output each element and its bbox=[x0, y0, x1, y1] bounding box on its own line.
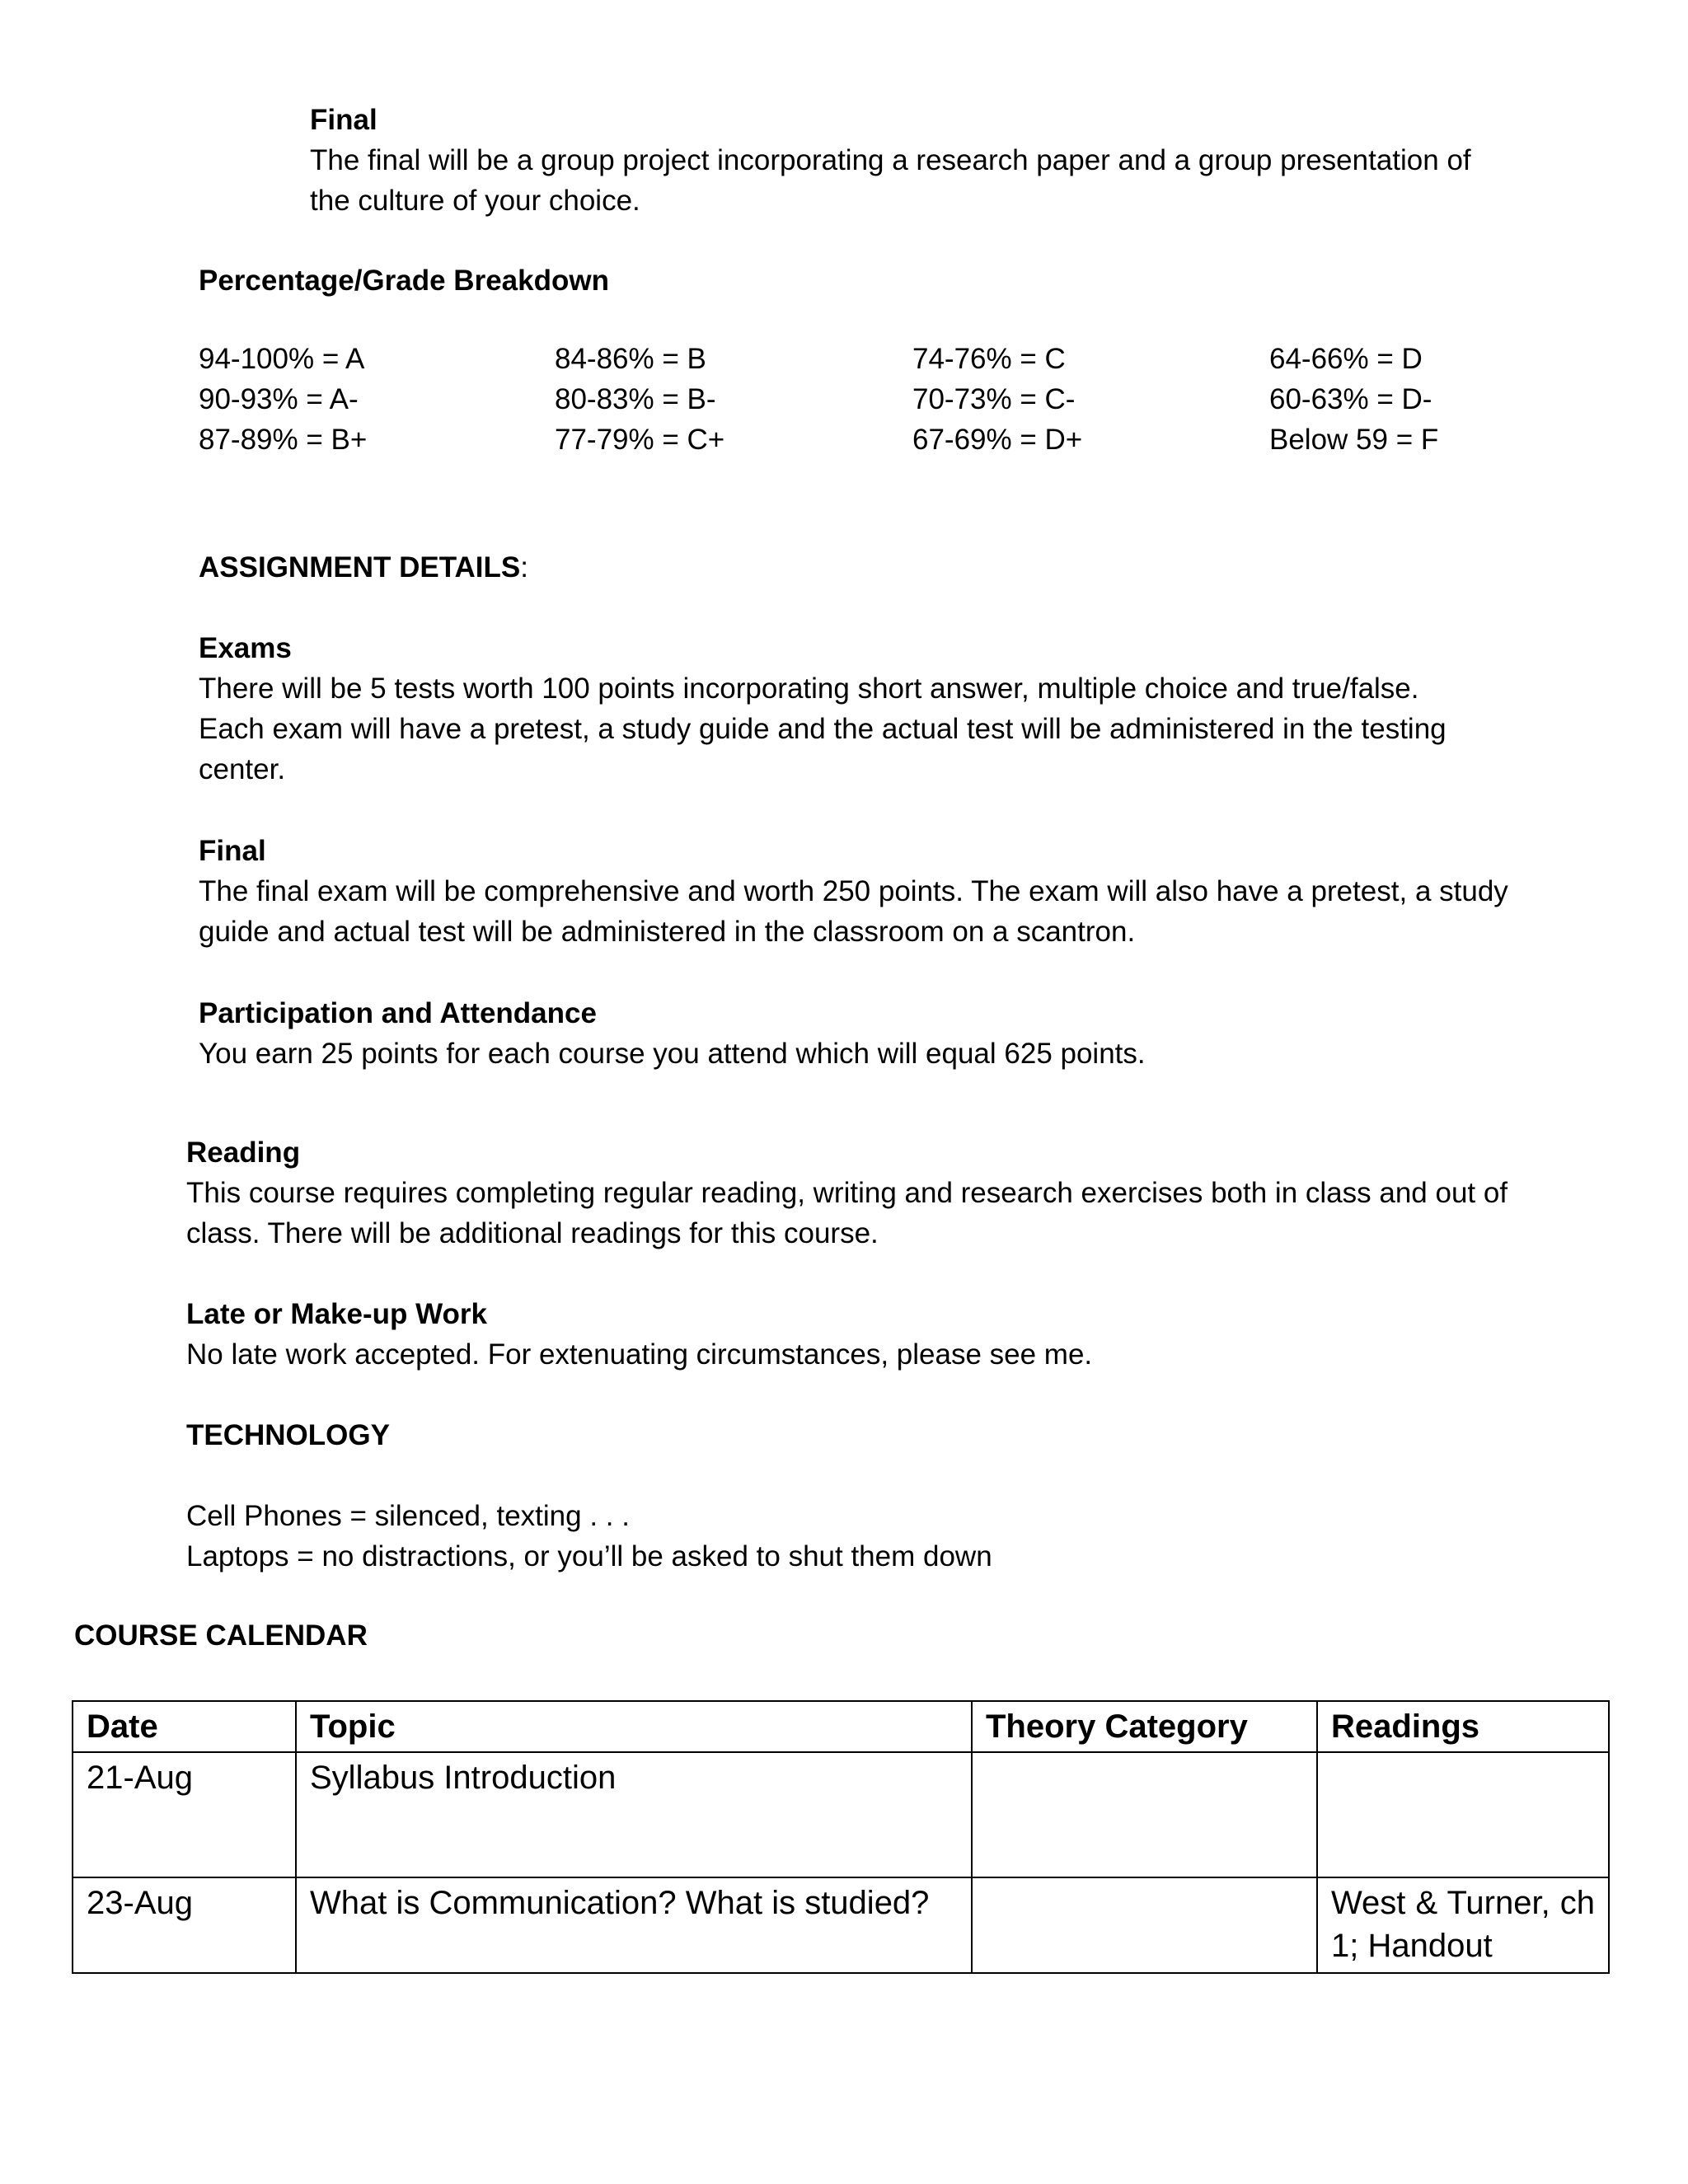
cell-topic: What is Communication? What is studied? bbox=[296, 1877, 972, 1973]
course-calendar-heading: COURSE CALENDAR bbox=[74, 1619, 368, 1652]
final-project-text-line-1: The final will be a group project incorporating a research paper and a group presentation of bbox=[310, 144, 1471, 176]
assignment-details-heading-wrap bbox=[199, 547, 528, 588]
cell-topic: Syllabus Introduction bbox=[296, 1752, 972, 1877]
technology-heading-wrap bbox=[186, 1415, 390, 1455]
final-project-text-line-2: the culture of your choice. bbox=[310, 185, 640, 217]
grade-column-2 bbox=[555, 339, 901, 460]
grade-entry: Below 59 = F bbox=[1269, 424, 1439, 456]
technology-section bbox=[186, 1496, 1587, 1577]
cell-date: 23-Aug bbox=[73, 1877, 296, 1973]
exams-text-line-2: Each exam will have a pretest, a study guide and the actual test will be administered in the testing bbox=[199, 713, 1447, 745]
course-calendar-table bbox=[72, 1700, 1610, 1974]
column-header-readings: Readings bbox=[1317, 1701, 1609, 1752]
technology-text-line-2: Laptops = no distractions, or you’ll be asked to shut them down bbox=[186, 1540, 992, 1572]
exams-section bbox=[199, 628, 1633, 790]
column-header-theory-category: Theory Category bbox=[972, 1701, 1317, 1752]
final-exam-heading: Final bbox=[199, 835, 266, 867]
grade-entry: 70-73% = C- bbox=[912, 383, 1076, 415]
column-header-date: Date bbox=[73, 1701, 296, 1752]
grade-entry: 60-63% = D- bbox=[1269, 383, 1432, 415]
assignment-details-heading: ASSIGNMENT DETAILS bbox=[199, 551, 521, 583]
final-exam-text-line-2: guide and actual test will be administered in the classroom on a scantron. bbox=[199, 916, 1136, 948]
grade-entry: 80-83% = B- bbox=[555, 383, 716, 415]
grade-breakdown-heading-wrap bbox=[199, 260, 609, 301]
participation-text-line-1: You earn 25 points for each course you attend which will equal 625 points. bbox=[199, 1038, 1146, 1070]
exams-text-line-3: center. bbox=[199, 753, 286, 785]
reading-text-line-1: This course requires completing regular reading, writing and research exercises both in class and out of bbox=[186, 1177, 1508, 1209]
cell-theory-category bbox=[972, 1877, 1317, 1973]
participation-heading: Participation and Attendance bbox=[199, 997, 597, 1029]
grade-entry: 77-79% = C+ bbox=[555, 424, 725, 456]
final-project-heading: Final bbox=[310, 104, 377, 136]
technology-text-line-1: Cell Phones = silenced, texting . . . bbox=[186, 1500, 630, 1532]
cell-date: 21-Aug bbox=[73, 1752, 296, 1877]
grade-column-1 bbox=[199, 339, 545, 460]
exams-text-line-1: There will be 5 tests worth 100 points incorporating short answer, multiple choice and true/false. bbox=[199, 673, 1419, 705]
column-header-topic: Topic bbox=[296, 1701, 972, 1752]
grade-entry: 64-66% = D bbox=[1269, 343, 1423, 375]
exams-heading: Exams bbox=[199, 632, 292, 664]
assignment-details-colon: : bbox=[520, 551, 528, 583]
late-work-text-line-1: No late work accepted. For extenuating circumstances, please see me. bbox=[186, 1338, 1093, 1371]
cell-readings: West & Turner, ch 1; Handout bbox=[1317, 1877, 1609, 1973]
cell-theory-category bbox=[972, 1752, 1317, 1877]
technology-heading: TECHNOLOGY bbox=[186, 1419, 390, 1451]
grade-column-3 bbox=[912, 339, 1259, 460]
grade-entry: 94-100% = A bbox=[199, 343, 365, 375]
final-exam-section bbox=[199, 831, 1649, 952]
table-row bbox=[73, 1877, 1609, 1973]
participation-section bbox=[199, 993, 1600, 1074]
calendar-header-row bbox=[73, 1701, 1609, 1752]
final-exam-text-line-1: The final exam will be comprehensive and worth 250 points. The exam will also have a pretest, a study bbox=[199, 875, 1508, 907]
reading-section bbox=[186, 1132, 1645, 1254]
grade-entry: 74-76% = C bbox=[912, 343, 1066, 375]
grade-column-4 bbox=[1269, 339, 1615, 460]
reading-heading: Reading bbox=[186, 1137, 301, 1169]
cell-readings bbox=[1317, 1752, 1609, 1877]
late-work-heading: Late or Make-up Work bbox=[186, 1298, 487, 1330]
grade-entry: 67-69% = D+ bbox=[912, 424, 1083, 456]
reading-text-line-2: class. There will be additional readings for this course. bbox=[186, 1217, 879, 1249]
grade-breakdown-heading: Percentage/Grade Breakdown bbox=[199, 265, 609, 297]
grade-entry: 87-89% = B+ bbox=[199, 424, 368, 456]
course-calendar-heading-wrap bbox=[74, 1615, 368, 1656]
table-row bbox=[73, 1752, 1609, 1877]
grade-entry: 84-86% = B bbox=[555, 343, 706, 375]
grade-entry: 90-93% = A- bbox=[199, 383, 359, 415]
final-project-section bbox=[310, 100, 1645, 221]
late-work-section bbox=[186, 1294, 1587, 1375]
